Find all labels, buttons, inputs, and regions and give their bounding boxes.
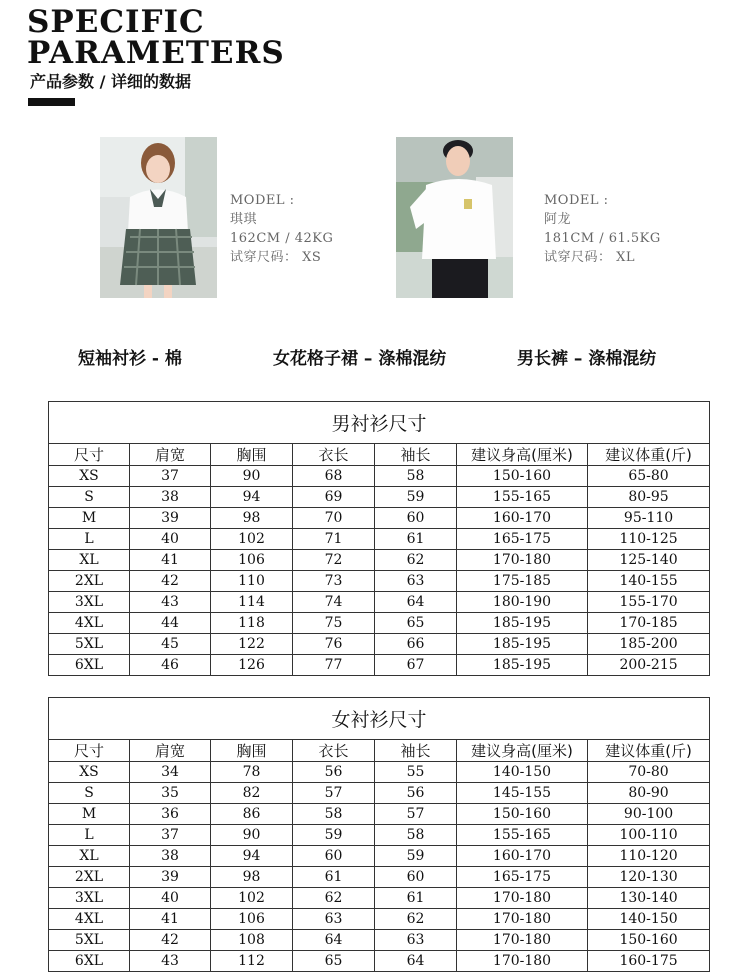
table-cell: 41: [130, 909, 211, 930]
table-cell: 94: [211, 487, 293, 508]
table-cell: 90: [211, 825, 293, 846]
table-row: [49, 888, 710, 909]
table-cell: 80-95: [588, 487, 710, 508]
table-row: [49, 909, 710, 930]
table-cell: 80-90: [588, 783, 710, 804]
table-cell: 76: [293, 634, 375, 655]
table-cell: 63: [293, 909, 375, 930]
table-cell: 43: [130, 592, 211, 613]
table-cell: 62: [375, 550, 457, 571]
table-cell: 63: [375, 930, 457, 951]
column-header: 建议体重(斤): [588, 444, 710, 466]
table-cell: 74: [293, 592, 375, 613]
table-row: [49, 846, 710, 867]
table-cell: 61: [375, 888, 457, 909]
table-cell: 110-125: [588, 529, 710, 550]
table-cell: 185-195: [457, 655, 588, 676]
women-shirt-size-table: [48, 697, 710, 972]
table-row: [49, 762, 710, 783]
table-cell: 90-100: [588, 804, 710, 825]
table-cell: 77: [293, 655, 375, 676]
table-cell: 130-140: [588, 888, 710, 909]
table-cell: 108: [211, 930, 293, 951]
table-cell: 175-185: [457, 571, 588, 592]
table-cell: M: [49, 804, 130, 825]
table-cell: 35: [130, 783, 211, 804]
table-cell: L: [49, 825, 130, 846]
table-cell: 44: [130, 613, 211, 634]
table-cell: 106: [211, 550, 293, 571]
column-header: 胸围: [211, 444, 293, 466]
table-cell: 145-155: [457, 783, 588, 804]
table-row: [49, 783, 710, 804]
table-cell: 68: [293, 466, 375, 487]
model-trial-size: 试穿尺码： XS: [230, 250, 322, 265]
table-cell: 38: [130, 846, 211, 867]
table-cell: 155-170: [588, 592, 710, 613]
table-cell: 62: [293, 888, 375, 909]
table-cell: 126: [211, 655, 293, 676]
table-cell: 58: [375, 466, 457, 487]
table-cell: 78: [211, 762, 293, 783]
table-cell: 3XL: [49, 592, 130, 613]
table-cell: 160-170: [457, 846, 588, 867]
table-cell: 42: [130, 571, 211, 592]
table-cell: 200-215: [588, 655, 710, 676]
table-cell: 66: [375, 634, 457, 655]
table-cell: 120-130: [588, 867, 710, 888]
table-cell: S: [49, 487, 130, 508]
column-header: 建议体重(斤): [588, 740, 710, 762]
table-cell: 65-80: [588, 466, 710, 487]
table-cell: 56: [375, 783, 457, 804]
table-cell: 64: [375, 951, 457, 972]
table-cell: 100-110: [588, 825, 710, 846]
table-cell: 43: [130, 951, 211, 972]
table-cell: 60: [293, 846, 375, 867]
table-cell: 70-80: [588, 762, 710, 783]
table-cell: 160-170: [457, 508, 588, 529]
table-cell: 180-190: [457, 592, 588, 613]
table-cell: 110-120: [588, 846, 710, 867]
table-cell: 37: [130, 466, 211, 487]
table-row: [49, 550, 710, 571]
model-label: MODEL :: [544, 193, 609, 208]
model-name: 阿龙: [544, 212, 572, 227]
table-row: [49, 825, 710, 846]
table-row: [49, 930, 710, 951]
table-cell: 69: [293, 487, 375, 508]
table-cell: 58: [293, 804, 375, 825]
table-cell: 70: [293, 508, 375, 529]
table-cell: 6XL: [49, 951, 130, 972]
table-cell: 64: [375, 592, 457, 613]
table-row: [49, 508, 710, 529]
table-cell: 140-150: [588, 909, 710, 930]
table-cell: 150-160: [457, 466, 588, 487]
table-cell: 110: [211, 571, 293, 592]
male-model-photo: [396, 137, 513, 298]
table-cell: 114: [211, 592, 293, 613]
table-cell: S: [49, 783, 130, 804]
table-cell: 72: [293, 550, 375, 571]
table-cell: 86: [211, 804, 293, 825]
table-cell: 60: [375, 508, 457, 529]
table-cell: 90: [211, 466, 293, 487]
male-model-info: [544, 191, 661, 267]
table-cell: 59: [293, 825, 375, 846]
table-cell: 40: [130, 888, 211, 909]
table-header-row: [49, 444, 710, 466]
table-cell: 165-175: [457, 529, 588, 550]
table-cell: 55: [375, 762, 457, 783]
model-stats: 162CM / 42KG: [230, 231, 334, 246]
table-cell: 155-165: [457, 825, 588, 846]
column-header: 建议身高(厘米): [457, 740, 588, 762]
column-header: 衣长: [293, 444, 375, 466]
table-title: 男衬衫尺寸: [49, 402, 710, 444]
table-cell: 59: [375, 487, 457, 508]
caption-men-trousers: 男长裤 – 涤棉混纺: [517, 349, 657, 369]
table-cell: 75: [293, 613, 375, 634]
table-cell: 39: [130, 508, 211, 529]
table-cell: 150-160: [457, 804, 588, 825]
model-stats: 181CM / 61.5KG: [544, 231, 661, 246]
table-cell: 41: [130, 550, 211, 571]
table-cell: 170-180: [457, 909, 588, 930]
table-cell: M: [49, 508, 130, 529]
model-trial-size: 试穿尺码： XL: [544, 250, 636, 265]
table-cell: 67: [375, 655, 457, 676]
table-cell: 4XL: [49, 613, 130, 634]
table-cell: 185-195: [457, 613, 588, 634]
table-cell: 73: [293, 571, 375, 592]
table-cell: 102: [211, 888, 293, 909]
table-cell: 60: [375, 867, 457, 888]
column-header: 胸围: [211, 740, 293, 762]
table-cell: 61: [293, 867, 375, 888]
table-cell: 98: [211, 867, 293, 888]
table-cell: 65: [293, 951, 375, 972]
table-cell: 155-165: [457, 487, 588, 508]
column-header: 袖长: [375, 740, 457, 762]
table-cell: 106: [211, 909, 293, 930]
table-row: [49, 867, 710, 888]
table-cell: 150-160: [588, 930, 710, 951]
table-cell: 125-140: [588, 550, 710, 571]
table-cell: 82: [211, 783, 293, 804]
caption-plaid-skirt: 女花格子裙 – 涤棉混纺: [273, 349, 447, 369]
table-row: [49, 804, 710, 825]
table-cell: 5XL: [49, 634, 130, 655]
table-cell: 140-150: [457, 762, 588, 783]
table-cell: 38: [130, 487, 211, 508]
table-cell: 170-180: [457, 930, 588, 951]
table-cell: XS: [49, 762, 130, 783]
table-cell: 112: [211, 951, 293, 972]
table-cell: 122: [211, 634, 293, 655]
table-cell: 160-175: [588, 951, 710, 972]
table-cell: 2XL: [49, 571, 130, 592]
model-label: MODEL :: [230, 193, 295, 208]
table-cell: 4XL: [49, 909, 130, 930]
table-cell: 34: [130, 762, 211, 783]
page-title-line2: PARAMETERS: [27, 35, 285, 71]
table-cell: 185-200: [588, 634, 710, 655]
table-cell: 170-180: [457, 888, 588, 909]
column-header: 建议身高(厘米): [457, 444, 588, 466]
table-row: [49, 571, 710, 592]
female-model-info: [230, 191, 333, 267]
table-cell: 36: [130, 804, 211, 825]
table-cell: 71: [293, 529, 375, 550]
female-model-photo: [100, 137, 217, 298]
table-row: [49, 613, 710, 634]
table-cell: 170-180: [457, 550, 588, 571]
table-cell: 46: [130, 655, 211, 676]
table-cell: 102: [211, 529, 293, 550]
table-row: [49, 487, 710, 508]
column-header: 肩宽: [130, 444, 211, 466]
table-cell: 58: [375, 825, 457, 846]
table-cell: 62: [375, 909, 457, 930]
table-cell: XL: [49, 846, 130, 867]
caption-short-sleeve-shirt: 短袖衬衫 - 棉: [78, 349, 182, 369]
table-cell: 56: [293, 762, 375, 783]
table-cell: 37: [130, 825, 211, 846]
table-title: 女衬衫尺寸: [49, 698, 710, 740]
table-cell: 39: [130, 867, 211, 888]
table-cell: 170-185: [588, 613, 710, 634]
table-cell: XL: [49, 550, 130, 571]
table-cell: 140-155: [588, 571, 710, 592]
table-row: [49, 529, 710, 550]
table-cell: 57: [293, 783, 375, 804]
column-header: 衣长: [293, 740, 375, 762]
table-cell: 42: [130, 930, 211, 951]
table-cell: 59: [375, 846, 457, 867]
table-cell: 65: [375, 613, 457, 634]
table-cell: L: [49, 529, 130, 550]
table-cell: 94: [211, 846, 293, 867]
model-name: 琪琪: [230, 212, 258, 227]
table-cell: 6XL: [49, 655, 130, 676]
table-cell: 185-195: [457, 634, 588, 655]
table-row: [49, 466, 710, 487]
table-row: [49, 951, 710, 972]
table-cell: 64: [293, 930, 375, 951]
table-cell: 3XL: [49, 888, 130, 909]
column-header: 袖长: [375, 444, 457, 466]
column-header: 尺寸: [49, 740, 130, 762]
column-header: 尺寸: [49, 444, 130, 466]
table-header-row: [49, 740, 710, 762]
page-subtitle: 产品参数 / 详细的数据: [30, 72, 191, 91]
table-row: [49, 634, 710, 655]
men-shirt-size-table: [48, 401, 710, 676]
table-cell: 5XL: [49, 930, 130, 951]
table-cell: XS: [49, 466, 130, 487]
table-cell: 61: [375, 529, 457, 550]
column-header: 肩宽: [130, 740, 211, 762]
table-cell: 40: [130, 529, 211, 550]
table-cell: 45: [130, 634, 211, 655]
table-cell: 170-180: [457, 951, 588, 972]
title-underline-bar: [28, 98, 75, 106]
table-row: [49, 592, 710, 613]
table-cell: 63: [375, 571, 457, 592]
table-cell: 98: [211, 508, 293, 529]
table-cell: 118: [211, 613, 293, 634]
table-cell: 95-110: [588, 508, 710, 529]
table-row: [49, 655, 710, 676]
page-title-line1: SPECIFIC: [27, 4, 205, 40]
table-cell: 165-175: [457, 867, 588, 888]
table-cell: 57: [375, 804, 457, 825]
table-cell: 2XL: [49, 867, 130, 888]
